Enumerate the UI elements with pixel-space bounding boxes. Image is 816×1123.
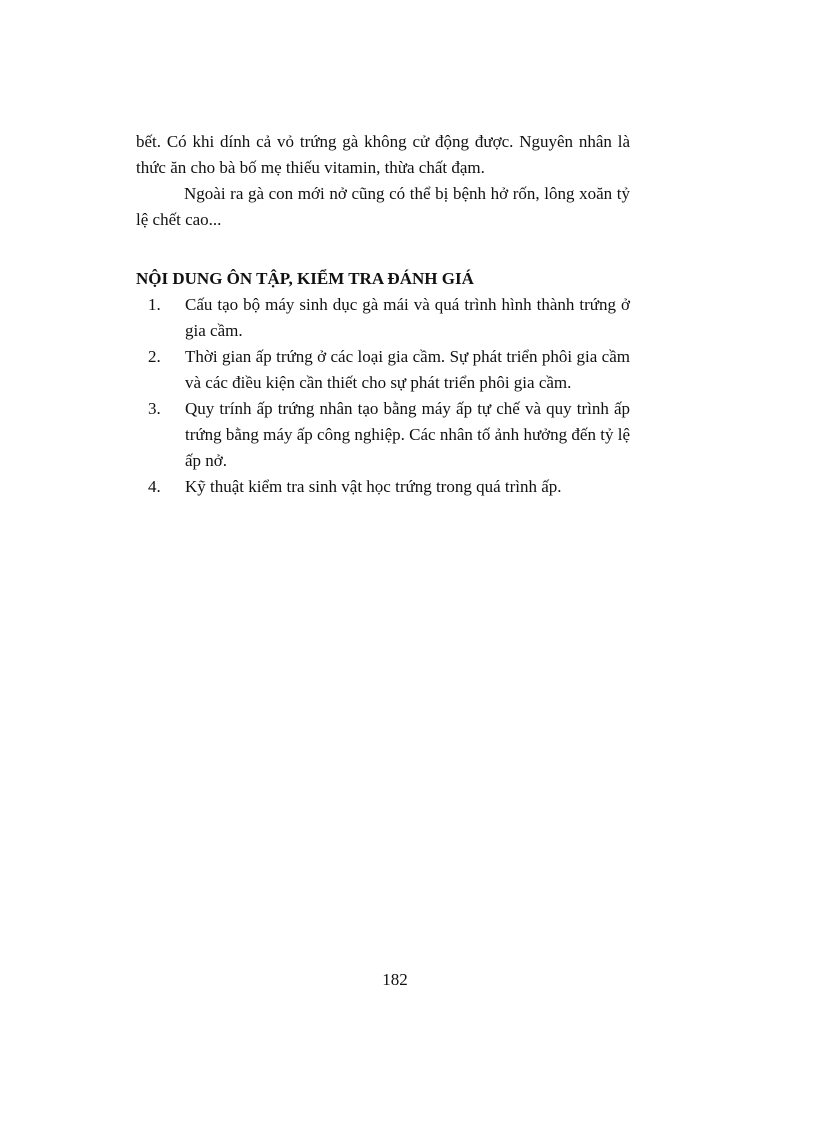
review-item-4: [148, 474, 630, 500]
review-list: [136, 292, 630, 500]
review-item-number: 2.: [148, 347, 161, 366]
review-item-number: 3.: [148, 399, 161, 418]
review-item-number: 1.: [148, 295, 161, 314]
review-item-3: [148, 396, 630, 474]
main-text-block: [136, 129, 630, 500]
review-item-text: Kỹ thuật kiểm tra sinh vật học trứng trong quá trình ấp.: [185, 477, 562, 496]
review-item-text: Thời gian ấp trứng ở các loại gia cầm. Sự phát triển phôi gia cầm và các điều kiện cần thiết cho sự phát triển phôi gia cầm.: [185, 347, 630, 392]
review-item-number: 4.: [148, 477, 161, 496]
review-item-text: Cấu tạo bộ máy sinh dục gà mái và quá trình hình thành trứng ở gia cầm.: [185, 295, 630, 340]
review-item-1: [148, 292, 630, 344]
review-section-title: NỘI DUNG ÔN TẬP, KIỂM TRA ĐÁNH GIÁ: [136, 269, 474, 288]
page-number: 182: [382, 970, 408, 989]
review-item-2: [148, 344, 630, 396]
body-paragraph-continued: bết. Có khi dính cả vỏ trứng gà không cử động được. Nguyên nhân là thức ăn cho bà bố mẹ thiếu vitamin, thừa chất đạm.: [136, 132, 630, 177]
review-item-text: Quy trính ấp trứng nhân tạo bằng máy ấp tự chế và quy trình ấp trứng bằng máy ấp công nghiệp. Các nhân tố ảnh hưởng đến tỷ lệ ấp nở.: [185, 399, 630, 470]
body-paragraph: Ngoài ra gà con mới nở cũng có thể bị bệnh hở rốn, lông xoăn tỷ lệ chết cao...: [136, 184, 630, 229]
